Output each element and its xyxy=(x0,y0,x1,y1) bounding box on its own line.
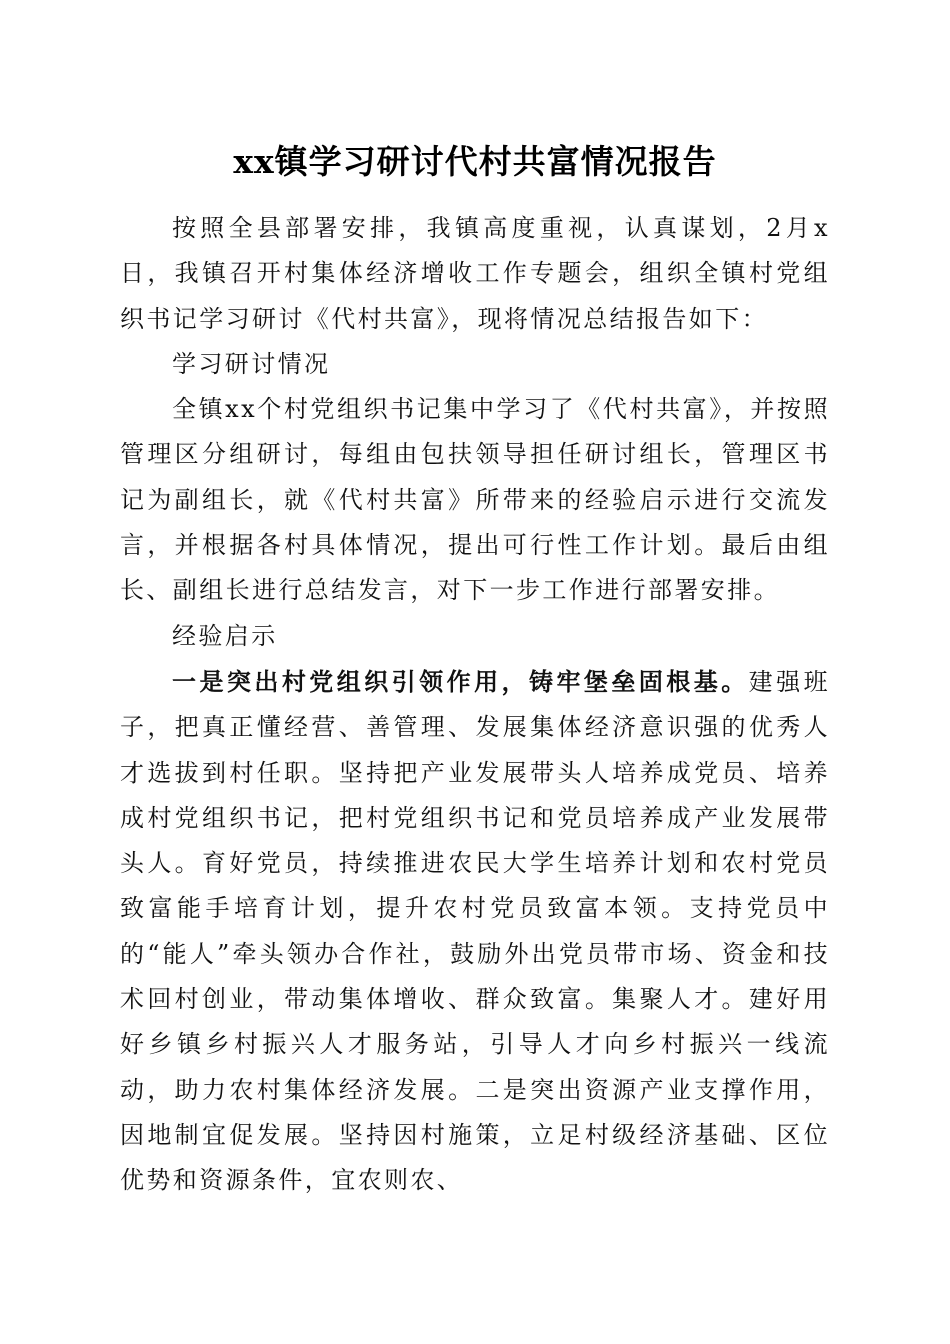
experience-paragraph xyxy=(120,659,830,1204)
section-heading-experience: 经验启示 xyxy=(172,621,278,650)
experience-lead-sentence: 一是突出村党组织引领作用，铸牢堡垒固根基。 xyxy=(172,666,749,696)
study-paragraph: 全镇xx个村党组织书记集中学习了《代村共富》，并按照管理区分组研讨，每组由包扶领导担任研讨组长，管理区书记为副组长，就《代村共富》所带来的经验启示进行交流发言，并根据各村具体情况，提出可行性工作计划。最后由组长、副组长进行总结发言，对下一步工作进行部署安排。 xyxy=(120,395,830,605)
intro-paragraph: 按照全县部署安排，我镇高度重视，认真谋划，2月x日，我镇召开村集体经济增收工作专题会，组织全镇村党组织书记学习研讨《代村共富》，现将情况总结报告如下： xyxy=(120,214,830,333)
document-body xyxy=(120,206,830,1204)
section-heading-study: 学习研讨情况 xyxy=(172,349,331,378)
document-title: xx镇学习研讨代村共富情况报告 xyxy=(233,142,717,181)
experience-body-text: 建强班子，把真正懂经营、善管理、发展集体经济意识强的优秀人才选拔到村任职。坚持把产业发展带头人培养成党员、培养成村党组织书记，把村党组织书记和党员培养成产业发展带头人。育好党员，持续推进农民大学生培养计划和农村党员致富能手培育计划，提升农村党员致富本领。支持党员中的“能人”牵头领办合作社，鼓励外出党员带市场、资金和技术回村创业，带动集体增收、群众致富。集聚人才。建好用好乡镇乡村振兴人才服务站，引导人才向乡村振兴一线流动，助力农村集体经济发展。二是突出资源产业支撑作用，因地制宜促发展。坚持因村施策，立足村级经济基础、区位优势和资源条件，宜农则农、 xyxy=(120,667,830,1195)
